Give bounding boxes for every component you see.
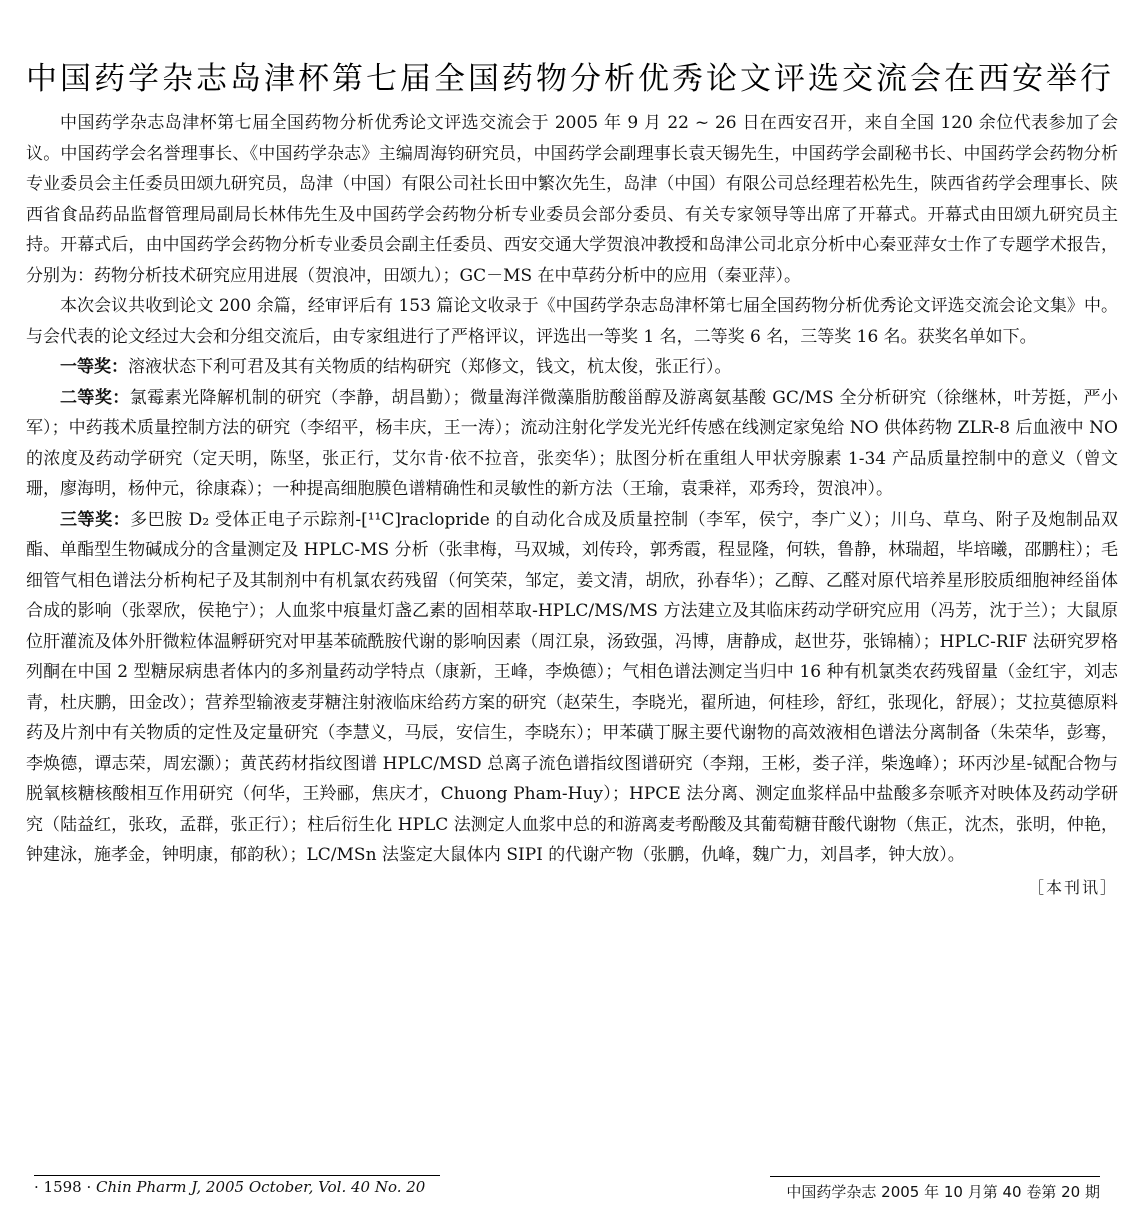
paragraph-intro: 中国药学杂志岛津杯第七届全国药物分析优秀论文评选交流会于 2005 年 9 月 22 ~ 26 日在西安召开，来自全国 120 余位代表参加了会议。中国药学会名誉理事长、《中国药学杂志》主编周海钧研究员，中国药学会副理事长袁天锡先生，中国药学会副秘书长、中国药学会药物分析专业委员会主任委员田颂九研究员，岛津（中国）有限公司社长田中繁次先生，岛津（中国）有限公司总经理若松先生，陕西省药学会理事长、陕西省食品药品监督管理局副局长林伟先生及中国药学会药物分析专业委员会部分委员、有关专家领导等出席了开幕式。开幕式由田颂九研究员主持。开幕式后，由中国药学会药物分析专业委员会副主任委员、西安交通大学贺浪冲教授和岛津公司北京分析中心秦亚萍女士作了专题学术报告，分别为：药物分析技术研究应用进展（贺浪冲，田颂九）；GC－MS 在中草药分析中的应用（秦亚萍）。	[26, 113, 1118, 286]
award-first	[26, 352, 1118, 383]
award-third-label: 三等奖：	[60, 509, 131, 530]
award-second	[26, 383, 1118, 505]
award-second-label: 二等奖：	[60, 387, 130, 408]
award-first-text: 溶液状态下利可君及其有关物质的结构研究（郑修文，钱文，杭太俊，张正行）。	[128, 357, 732, 377]
article-body	[26, 108, 1118, 903]
award-first-label: 一等奖：	[60, 357, 128, 377]
award-third-text: 多巴胺 D₂ 受体正电子示踪剂-[¹¹C]raclopride 的自动化合成及质量控制（李军，侯宁，李广义）；川乌、草乌、附子及炮制品双酯、单酯型生物碱成分的含量测定及 HPLC-MS 分析（张聿梅，马双城，刘传玲，郭秀霞，程显隆，何轶，鲁静，林瑞超，毕培曦，邵鹏柱）；毛细管气相色谱法分析枸杞子及其制剂中有机氯农药残留（何笑荣，邹定，姜文清，胡欣，孙春华）；乙醇、乙醛对原代培养星形胶质细胞神经甾体合成的影响（张翠欣，侯艳宁）；人血浆中痕量灯盏乙素的固相萃取-HPLC/MS/MS 方法建立及其临床药动学研究应用（冯芳，沈于兰）；大鼠原位肝灌流及体外肝微粒体温孵研究对甲基苯硫酰胺代谢的影响因素（周江泉，汤致强，冯博，唐静成，赵世芬，张锦楠）；HPLC-RIF 法研究罗格列酮在中国 2 型糖尿病患者体内的多剂量药动学特点（康新，王峰，李焕德）；气相色谱法测定当归中 16 种有机氯类农药残留量（金红宇，刘志青，杜庆鹏，田金改）；营养型输液麦芽糖注射液临床给药方案的研究（赵荣生，李晓光，翟所迪，何桂珍，舒红，张现化，舒展）；艾拉莫德原料药及片剂中有关物质的定性及定量研究（李慧义，马辰，安信生，李晓东）；甲苯磺丁脲主要代谢物的高效液相色谱法分离制备（朱荣华，彭骞，李焕德，谭志荣，周宏灏）；黄芪药材指纹图谱 HPLC/MSD 总离子流色谱指纹图谱研究（李翔，王彬，娄子洋，柴逸峰）；环丙沙星-铽配合物与脱氧核糖核酸相互作用研究（何华，王羚郦，焦庆才，Chuong Pham-Huy）；HPCE 法分离、测定血浆样品中盐酸多奈哌齐对映体及药动学研究（陆益红，张玫，孟群，张正行）；柱后衍生化 HPLC 法测定人血浆中总的和游离麦考酚酸及其葡萄糖苷酸代谢物（焦正，沈杰，张明，仲艳，钟建泳，施孝金，钟明康，郁韵秋）；LC/MSn 法鉴定大鼠体内 SIPI 的代谢产物（张鹏，仇峰，魏广力，刘昌孝，钟大放）。	[26, 509, 1118, 865]
footer-left	[34, 1178, 425, 1196]
source-tag: ［本刊讯］	[1027, 877, 1118, 897]
award-third	[26, 505, 1118, 871]
article-title: 中国药学杂志岛津杯第七届全国药物分析优秀论文评选交流会在西安举行	[26, 60, 1114, 97]
award-second-text: 氯霉素光降解机制的研究（李静，胡昌勤）；微量海洋微藻脂肪酸甾醇及游离氨基酸 GC/MS 全分析研究（徐继林，叶芳挺，严小军）；中药莪术质量控制方法的研究（李绍平，杨丰庆，王一涛）；流动注射化学发光光纤传感在线测定家兔给 NO 供体药物 ZLR-8 后血液中 NO 的浓度及药动学研究（定天明，陈坚，张正行，艾尔肯·依不拉音，张奕华）；肽图分析在重组人甲状旁腺素 1-34 产品质量控制中的意义（曾文珊，廖海明，杨仲元，徐康森）；一种提高细胞膜色谱精确性和灵敏性的新方法（王瑜，袁秉祥，邓秀玲，贺浪冲）。	[26, 387, 1118, 499]
footer-left-rule	[34, 1175, 440, 1176]
page-number: · 1598 ·	[34, 1178, 92, 1196]
journal-citation-en: Chin Pharm J, 2005 October, Vol. 40 No. 20	[96, 1178, 426, 1196]
paragraph-papers: 本次会议共收到论文 200 余篇，经审评后有 153 篇论文收录于《中国药学杂志岛津杯第七届全国药物分析优秀论文评选交流会论文集》中。与会代表的论文经过大会和分组交流后，由专家组进行了严格评议，评选出一等奖 1 名，二等奖 6 名，三等奖 16 名。获奖名单如下。	[26, 296, 1118, 347]
journal-citation-cn: 中国药学杂志 2005 年 10 月第 40 卷第 20 期	[770, 1176, 1100, 1202]
